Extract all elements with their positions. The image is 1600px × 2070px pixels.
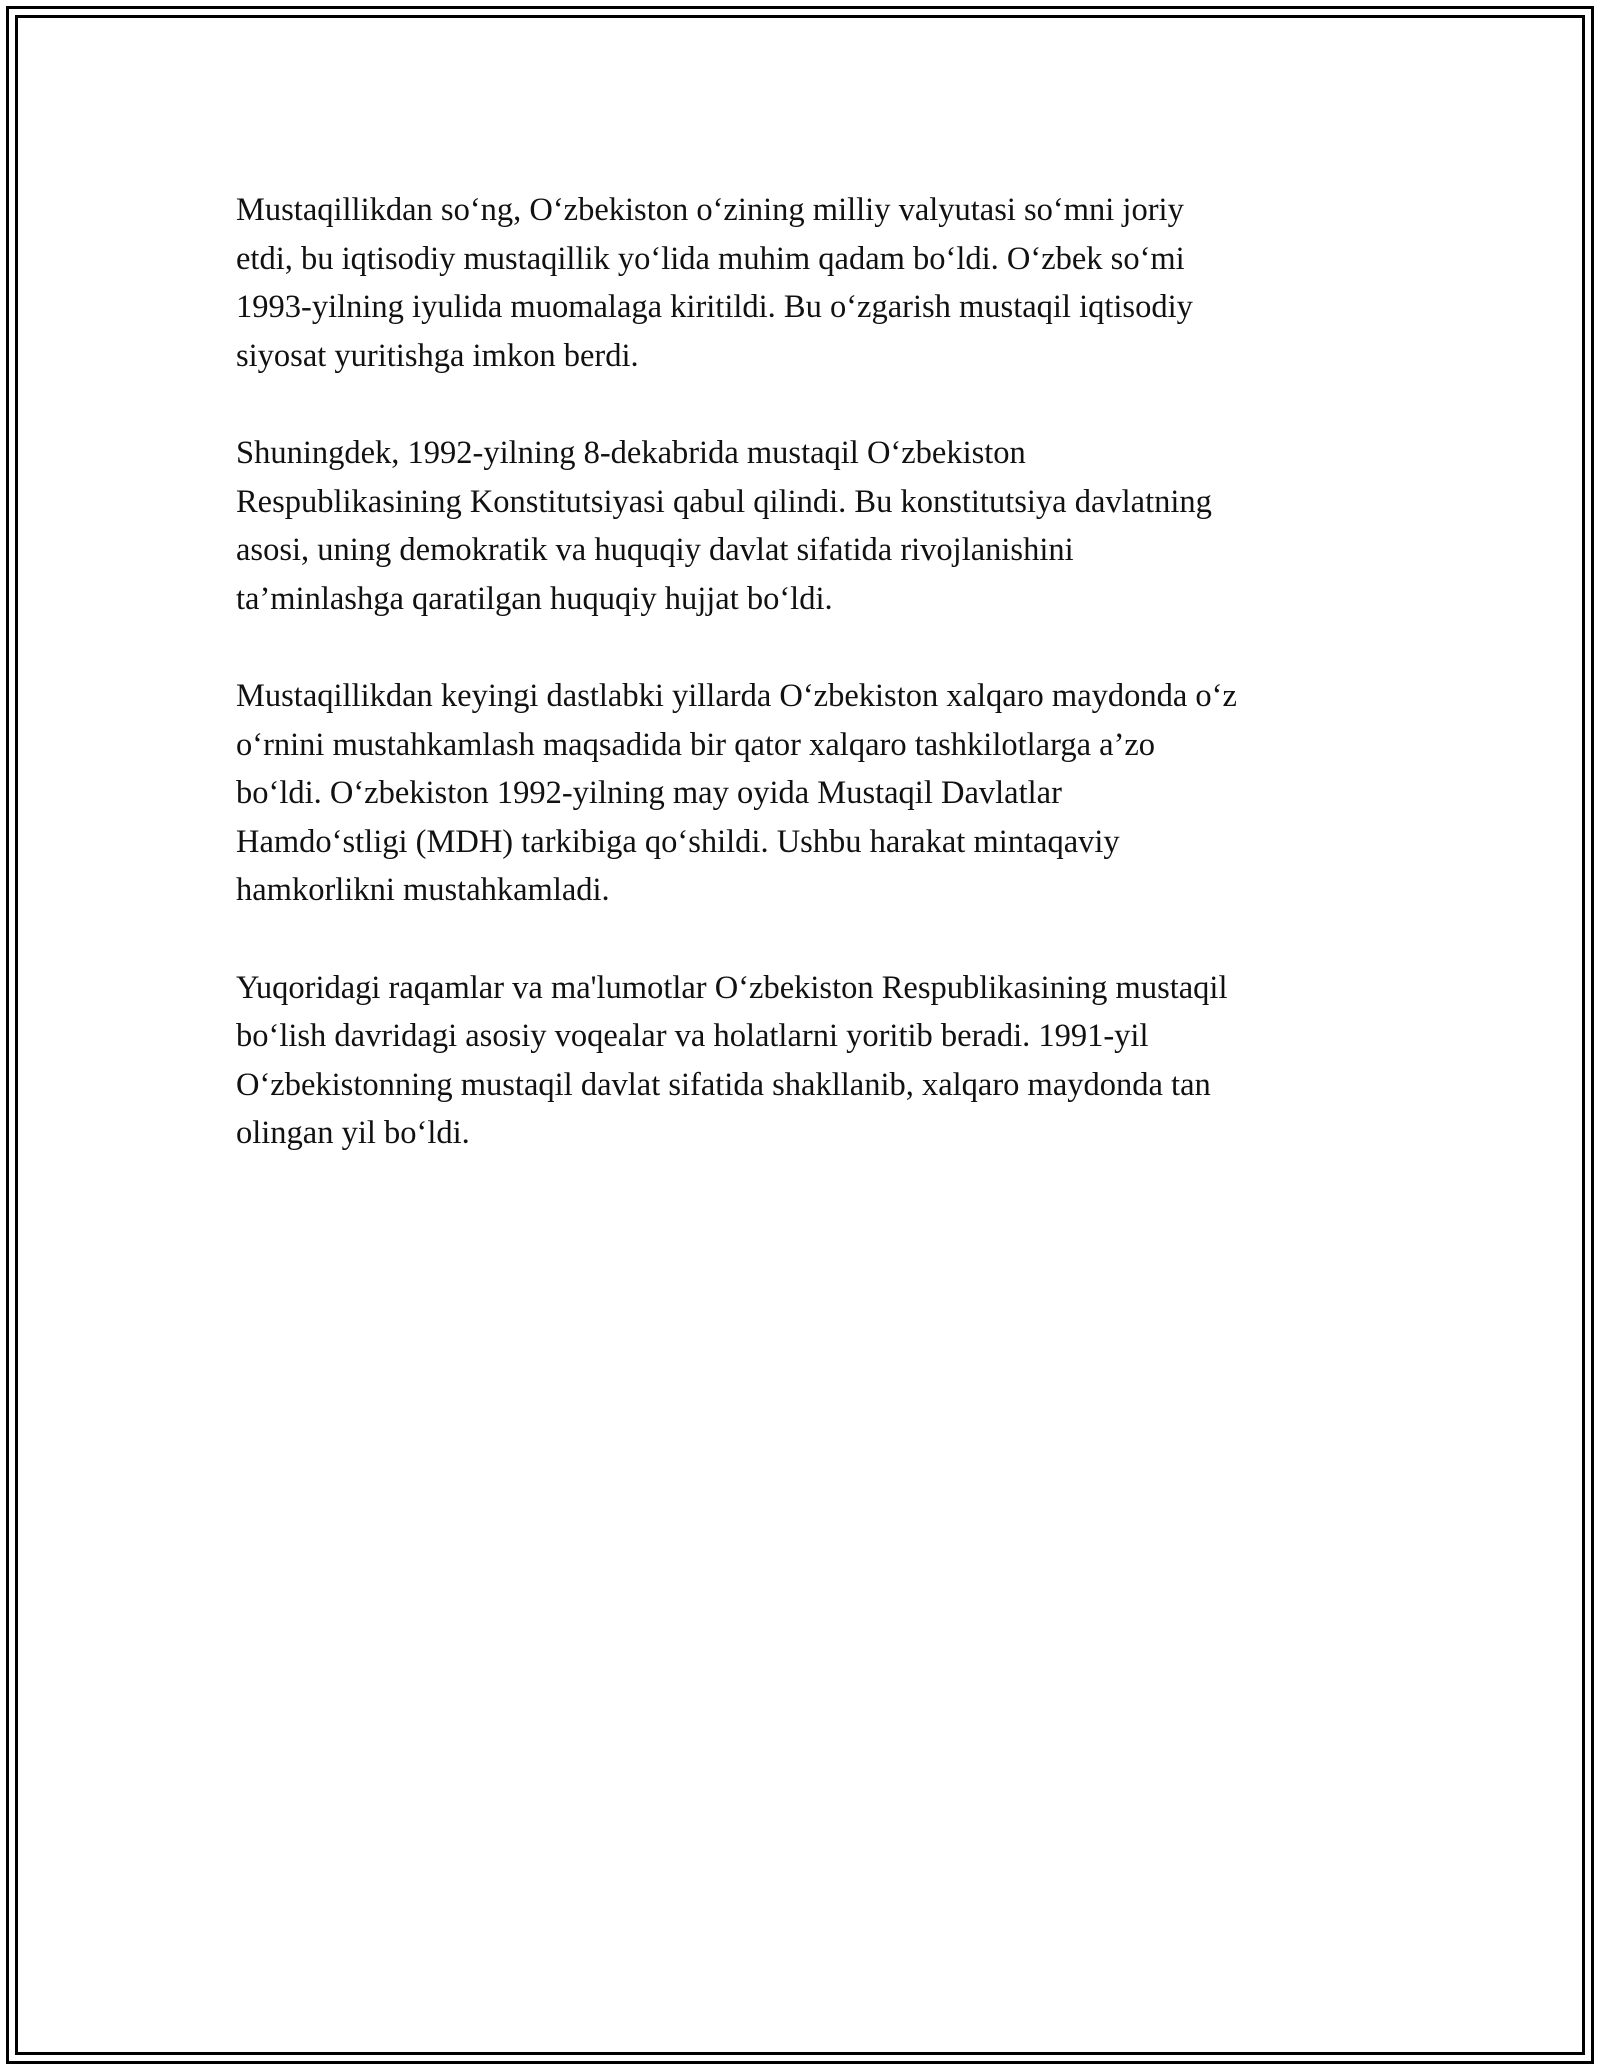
text-line: O‘zbekistonning mustaqil davlat sifatida shakllanib, xalqaro maydonda tan bbox=[236, 1066, 1211, 1103]
text-line: etdi, bu iqtisodiy mustaqillik yo‘lida muhim qadam bo‘ldi. O‘zbek so‘mi bbox=[236, 240, 1185, 277]
text-line: Hamdo‘stligi (MDH) tarkibiga qo‘shildi. Ushbu harakat mintaqaviy bbox=[236, 823, 1120, 860]
text-line: o‘rnini mustahkamlash maqsadida bir qator xalqaro tashkilotlarga a’zo bbox=[236, 726, 1156, 763]
text-line: 1993-yilning iyulida muomalaga kiritildi. Bu o‘zgarish mustaqil iqtisodiy bbox=[236, 289, 1193, 325]
text-line: Respublikasining Konstitutsiyasi qabul qilindi. Bu konstitutsiya davlatning bbox=[236, 483, 1212, 520]
text-line: Yuqoridagi raqamlar va ma'lumotlar O‘zbekiston Respublikasining mustaqil bbox=[236, 969, 1228, 1006]
paragraph-summary bbox=[236, 964, 1376, 1158]
document-body bbox=[236, 186, 1376, 1207]
text-line: bo‘ldi. O‘zbekiston 1992-yilning may oyida Mustaqil Davlatlar bbox=[236, 775, 1062, 811]
text-line: Mustaqillikdan so‘ng, O‘zbekiston o‘zining milliy valyutasi so‘mni joriy bbox=[236, 192, 1184, 228]
paragraph-international bbox=[236, 672, 1376, 915]
paragraph-currency bbox=[236, 186, 1376, 380]
text-line: ta’minlashga qaratilgan huquqiy hujjat bo‘ldi. bbox=[236, 580, 833, 617]
text-line: siyosat yuritishga imkon berdi. bbox=[236, 337, 639, 374]
text-line: bo‘lish davridagi asosiy voqealar va holatlarni yoritib beradi. 1991-yil bbox=[236, 1018, 1149, 1054]
text-line: olingan yil bo‘ldi. bbox=[236, 1115, 470, 1151]
text-line: Shuningdek, 1992-yilning 8-dekabrida mustaqil O‘zbekiston bbox=[236, 435, 1026, 471]
text-line: hamkorlikni mustahkamladi. bbox=[236, 872, 610, 908]
text-line: asosi, uning demokratik va huquqiy davlat sifatida rivojlanishini bbox=[236, 532, 1074, 568]
text-line: Mustaqillikdan keyingi dastlabki yillarda O‘zbekiston xalqaro maydonda o‘z bbox=[236, 678, 1237, 714]
paragraph-constitution bbox=[236, 429, 1376, 623]
